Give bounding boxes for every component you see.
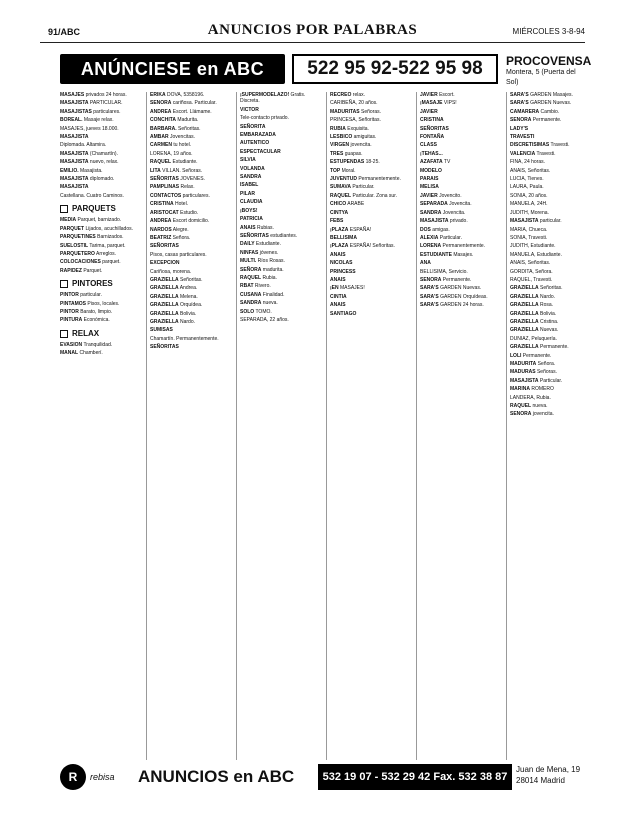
classified-ad: MANUELA, 24H. [510,201,548,208]
classified-ad: LUCIA, Tienes. [510,176,544,183]
classified-ad: MASAJISTA diplomado. [60,176,115,183]
agency-address: Montera, 5 (Puerta del Sol) [506,69,576,86]
banner-advertise-box: ANÚNCIESE en ABC [60,54,285,84]
classified-ad: GRAZIELLA Nardo. [150,318,196,325]
classified-ad: ¡MASAJE VIPS! [420,100,457,107]
classified-ad: SEÑORITAS [420,125,449,132]
classified-ad: SARA'S GARDEN Nuevas. [510,100,572,107]
category-heading [60,330,142,338]
classified-ad: MASAJISTA [60,184,89,191]
classified-ad: GRAZIELLA Rosa. [510,302,554,309]
column-divider [506,92,507,760]
classified-ad: RBAT Rivero. [240,283,271,290]
classified-ad: JUDITH, Estudiante. [510,243,556,250]
classified-ad: PARQUETINES Barnizados. [60,234,124,241]
classified-ad: SENORA cariñosa. Particular. [150,100,217,107]
classified-ad: VOLANDA [240,165,265,172]
classified-ad: EMILIO. Masajista. [60,167,103,174]
classified-ad: PATRICIA [240,216,263,223]
classified-ad: LADY'S [510,125,529,132]
classified-ad: DISCRETISIMAS Travesti. [510,142,570,149]
classified-ad: LORENA, 19 años. [150,150,193,157]
classified-ad: RAQUEL nueva. [510,403,548,410]
classified-ad: CUSANA Finalidad. [240,291,285,298]
classified-ad: RAQUEL Particular. Zona sur. [330,192,397,199]
classified-ad: ¡EN MASAJES! [330,285,365,292]
classified-ad: VICTOR [240,106,259,113]
footer-logo-icon: R [60,764,86,790]
classified-ad: MASAJISTA PARTICULAR. [60,100,123,107]
classified-ad: GRAZIELLA Andrea. [150,285,198,292]
classified-ad: ERIKA DOVA, 5358196. [150,92,205,98]
classified-ad: BEATRIZ Señora. [150,234,191,241]
column-5 [420,92,502,760]
classified-ad: MANAL Chamberí. [60,350,103,357]
classified-ad: PARAIS [420,176,439,183]
classified-ad: SEÑORITAS [150,243,179,250]
classified-ad: GORDITA, Señora. [510,268,553,275]
classified-ad: SEÑORITAS JOVENES. [150,176,205,183]
classified-ad: Diplomada. Altamira. [60,142,107,149]
classified-ad: MELISA [420,184,439,191]
classified-ad: ANAIS [330,302,346,309]
classified-ad: DUNIAZ, Peluquería. [510,335,557,342]
classified-ad: CLASS [420,142,437,149]
advertise-banner [60,52,592,86]
classified-ad: SARA'S GARDEN Orquídeas. [420,293,488,300]
classified-ad: ANAIS Rubias. [240,224,274,231]
classified-ad: NICOLAS [330,260,353,267]
classified-ad: SENORA Permanente. [510,117,562,124]
classified-ad: ¡SUPERMODELAZO! Gratis. Discreta. [240,92,306,105]
classified-ad: SUMAVA Particular. [330,184,375,191]
classified-ad: PILAR [240,190,255,197]
classified-ad: MARIA, Chueca. [510,226,548,233]
classified-ad: MASAJISTA (Chamartín). [60,150,118,157]
classified-ad: ALEXIA Particular. [420,234,462,241]
classified-ad: GRAZIELLA Melena. [150,293,198,300]
classified-ad: EMBARAZADA [240,132,276,139]
classified-ad: COLOCACIONES parquet. [60,259,121,266]
classified-ad: GRAZIELLA Nuevas. [510,327,559,334]
classified-ad: GRAZIELLA Bolivia. [150,310,197,317]
classified-ad: SONIA, 20 años. [510,192,548,199]
classified-ad: ANAIS, Señoritas. [510,167,551,174]
classified-ad: ANAIS [330,276,346,283]
classified-ad: JAVIER Escort. [420,92,455,98]
classified-ad: RECREO relax. [330,92,366,98]
classified-ad: PINTOR Barato, limpio. [60,308,113,315]
classified-ad: MASAJISTA Particular. [510,377,563,384]
classified-ad: RAPIDEZ Parquet. [60,267,103,274]
classified-ad: ARISTOCAT Estudio. [150,209,199,216]
classified-ad: LOLI Permanente. [510,352,552,359]
footer-label: ANUNCIOS en ABC [138,767,295,786]
classified-ad: MASAJISTA nuevo, relax. [60,159,119,166]
footer-ad [60,762,584,792]
classified-ad: MASAJISTA privado. [420,218,468,225]
classified-ad: MASAJES privados 24 horas. [60,92,127,98]
issue-date: MIÉRCOLES 3-8-94 [512,27,585,36]
classified-ad: GRAZIELLA Señoritas. [150,276,203,283]
classified-ad: SARA'S GARDEN Nuevas. [420,285,482,292]
classified-ad: ESTUDIANTE Masajes. [420,251,474,258]
classified-ad: SUMISAS [150,327,173,334]
classified-ad: ¡BOYS! [240,207,258,214]
classified-ad: MASAJES, jueves 18.000. [60,125,119,132]
classified-ad: DOS amigas. [420,226,450,233]
classified-ad: BELLISIMA [330,234,357,241]
classified-ad: JAVIER Jovencito. [420,192,462,199]
classified-ad: CAMARERA Cambio. [510,108,560,115]
classified-ad: EVASION Tranquilidad. [60,341,113,348]
classified-ad: FEBS [330,218,344,225]
classified-ad: SONIA, Travesti. [510,234,548,241]
checkbox-icon [60,280,68,288]
classified-ad: CONCHITA Madurita. [150,117,199,124]
classified-ad: ¡PLAZA ESPAÑA! [330,226,372,233]
category-label: RELAX [72,328,100,338]
classified-ad: AMBAR Jovencitas. [150,134,196,141]
classified-ad: GRAZIELLA Bolivia. [510,310,557,317]
classified-ad: EXCEPCION [150,260,180,267]
classified-ad: BARBARA. Señoritas. [150,125,201,132]
classified-ad: LAURA, Paula. [510,184,544,191]
classified-ad: MADURITAS Señoras. [330,108,382,115]
classified-ad: SARA'S GARDEN Masajes. [510,92,573,98]
classified-ad: CARMEN tu hotel. [150,142,192,149]
classified-ad: SEPARADA Jovencita. [420,201,472,208]
page-header [40,20,585,43]
classified-ad: GRAZIELLA Orquídea. [150,302,203,309]
category-label: PARQUETS [72,204,116,214]
classified-ad: CARIBEÑA, 20 años. [330,100,378,107]
classified-ad: SENORA Permanente. [420,276,472,283]
classified-ad: CINTIA [330,293,347,300]
classified-ad: CRISTINA Hotel. [150,201,189,208]
classified-ad: AZAFATA TV [420,159,451,166]
column-divider [416,92,417,760]
classified-ad: ANAIS, Señoritas. [510,260,551,267]
classified-ad: GRAZIELLA Permanente. [510,344,569,351]
classified-ad: SUELOSTIL Tarima, parquet. [60,242,126,249]
classified-ad: LITA VILLAN. Señoras. [150,167,203,174]
category-heading [60,205,142,213]
banner-phones: 522 95 92-522 95 98 [292,54,498,84]
classified-ad: CONTACTOS particulares. [150,192,210,199]
classified-ad: FINA, 24 horas. [510,159,546,166]
classified-ad: SANDRA [240,174,262,181]
column-divider [236,92,237,760]
classified-ad: PINTOR particular. [60,292,102,299]
classified-ad: JUDITH, Morena. [510,209,549,216]
classified-ad: CINTYA [330,209,349,216]
classified-ad: ESTUPENDAS 18-25. [330,159,380,166]
classified-ad: ESPECTACULAR [240,148,281,155]
footer-logo-text: rebisa [90,772,115,782]
classified-ad: RUBIA Exquisita. [330,125,369,132]
classified-ad: LANDERA, Rubia. [510,394,551,401]
classified-ad: MODELO [420,167,442,174]
category-heading [60,280,142,288]
classified-ad: ¡TEHAS... [420,150,443,157]
classified-ad: PARQUETERO Arreglos. [60,250,117,257]
classified-ad: SANDRA Jovencita. [420,209,466,216]
classified-ad: RAQUEL Rubia. [240,274,277,281]
classified-ad: MARINA ROMERO [510,386,554,393]
classified-ad: SEÑORITAS estudiantes. [240,232,298,239]
classified-ad: CHICO ARABE [330,201,365,208]
classified-ad: MEDIA Parquet, barnizado. [60,217,122,224]
agency-name: PROCOVENSA [506,54,592,68]
classified-ad: ANDREA Escort. Llámame. [150,108,212,115]
classified-ad: TRAVESTI [510,134,535,141]
classified-ad: MASAJISTAS particulares. [60,108,121,115]
classified-ad: SANTIAGO [330,310,357,317]
classified-ad: SARA'S GARDEN 24 horas. [420,302,484,309]
checkbox-icon [60,205,68,213]
classified-ad: SEÑORA madurita. [240,266,284,273]
classified-ad: AUTENTICO [240,140,270,147]
classified-ad: DAILY Estudiante. [240,241,281,248]
classified-ad: SOLO TOMO. [240,308,272,315]
classified-ad: Castellana. Cuatro Caminos. [60,192,124,199]
column-4 [330,92,412,760]
classified-ad: GRAZIELLA Cristina. [510,318,559,325]
classified-ad: GRAZIELLA Nardo. [510,293,556,300]
column-divider [326,92,327,760]
classified-ad: TOP Moral. [330,167,356,174]
classified-ad: ANA [420,260,431,267]
classified-ad: SEPARADA, 22 años. [240,316,289,323]
classified-ad: Chamartín. Permanentemente. [150,335,219,342]
classified-ad: PRINCESA, Señoritas. [330,117,381,124]
classified-ad: PRINCESS [330,268,356,275]
classified-ad: LORENA Permanentemente. [420,243,486,250]
classified-ad: ¡PLAZA ESPAÑA! Señoritas. [330,243,395,250]
classified-ad: Tele-contacto privado. [240,115,289,122]
classified-ad: FONTAÑA [420,134,445,141]
classified-ad: MANUELA, Estudiante. [510,251,562,258]
classified-ad: MASAJISTA particular. [510,218,562,225]
classified-ad: SILVIA [240,157,256,164]
classified-ad: Pisos, casas particulares. [150,251,207,258]
classified-ad: ISABEL [240,182,259,189]
banner-agency [506,54,592,86]
classified-ad: BOREAL. Masaje relax. [60,117,114,124]
footer-address: Juan de Mena, 19 28014 Madrid [516,765,581,785]
classified-ad: JAVIER [420,108,438,115]
classified-ad: Cariñosa, morena. [150,268,192,275]
classified-ad: MULTI. Ríos Rosas. [240,258,285,265]
classified-ad: SEÑORITAS [150,344,179,351]
classified-ad: BELLISIMA, Servicio. [420,268,468,275]
classified-ad: NARDOS Alegre. [150,226,189,233]
classified-ad: PARQUET Lijados, acuchillados. [60,225,133,232]
column-6 [510,92,584,760]
checkbox-icon [60,330,68,338]
classified-ad: ANDREA Escort domicilio. [150,218,210,225]
classified-ad: SENORA jovencita. [510,411,554,418]
footer-phones: 532 19 07 - 532 29 42 Fax. 532 38 87 [318,764,512,790]
classified-ad: NINFAS jóvenes. [240,249,279,256]
classified-ad: GRAZIELLA Señoritas. [510,285,563,292]
classified-ad: CRISTINA [420,117,444,124]
classified-ad: PINTURA Económica. [60,317,110,324]
classified-ad: SANDRA nueva. [240,300,278,307]
classified-ad: RAQUEL Estudiante. [150,159,198,166]
classified-ad: ANAIS [330,251,346,258]
column-1 [60,92,142,760]
page-number: 91/ABC [48,27,81,37]
classified-ad: JUVENTUD Permanentemente. [330,176,401,183]
classified-ad: VALENCIA Travesti. [510,150,556,157]
classified-ad: RAQUEL, Travesti. [510,276,553,283]
column-2 [150,92,232,760]
section-title: ANUNCIOS POR PALABRAS [207,22,418,38]
classified-ad: LESBICO amiguitas. [330,134,377,141]
classified-ad: PINTAMOS Pisos, locales. [60,300,120,307]
classified-ad: MASAJISTA [60,134,89,141]
classified-ad: PAMPLINAS Relax. [150,184,195,191]
classified-ad: VIRGEN jovencita. [330,142,372,149]
column-divider [146,92,147,760]
category-label: PINTORES [72,278,113,288]
column-3 [240,92,322,760]
classified-ad: CLAUDIA [240,199,263,206]
classified-ad: TRES guapas. [330,150,363,157]
classified-ad: MADURAS Señoras. [510,369,557,376]
classified-ad: SEÑORITA [240,123,266,130]
classified-ad: MADURITA Señora. [510,361,556,367]
